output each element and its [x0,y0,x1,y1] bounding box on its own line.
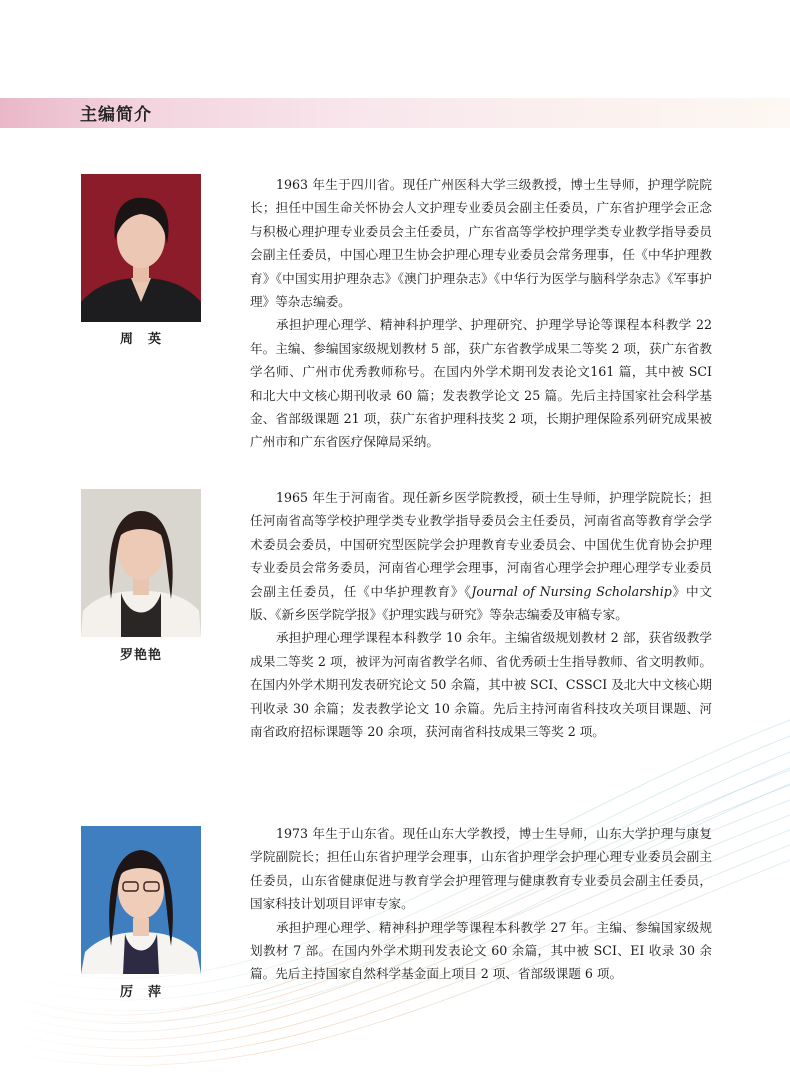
editor-3-name: 厉 萍 [119,985,162,1000]
editor-1-bio-paragraph: 1963 年生于四川省。现任广州医科大学三级教授，博士生导师，护理学院院长；担任中国生命关怀协会人文护理专业委员会副主任委员，广东省护理学会正念与积极心理护理专业委员会主任委员，广东省高等学校护理学类专业教学指导委员会副主任委员，中国心理卫生协会护理心理专业委员会常务理事，任《中华护理教育》《中国实用护理杂志》《澳门护理杂志》《中华行为医学与脑科学杂志》《军事护理》等杂志编委。 [250,177,712,310]
editor-2-bio-paragraph [250,486,712,626]
editor-3-photo [81,826,201,974]
editor-2-bio-text: 1965 年生于河南省。现任新乡医学院教授，硕士生导师，护理学院院长；担任河南省高等学校护理学类专业教学指导委员会主任委员，河南省高等教育学会学术委员会委员，中国研究型医院学会护理教育专业委员会、中国优生优育协会护理专业委员会常务委员，河南省心理学会理事，河南省心理学会护理心理学专业委员会副主任委员，任《中华护理教育》《 [250,490,712,599]
editor-1-bio-paragraph: 承担护理心理学、精神科护理学、护理研究、护理学导论等课程本科教学 22 年。主编、参编国家级规划教材 5 部，获广东省教学成果二等奖 2 项，获广东省教学名师、广州市优秀教师称号。在国内外学术期刊发表论文161 篇，其中被 SCI 和北大中文核心期刊收录 60 篇；发表教学论文 25 篇。先后主持国家社会科学基金、省部级课题 21 项，获广东省护理科技奖 2 项，长期护理保险系列研究成果被广州市和广东省医疗保障局采纳。 [250,317,712,450]
editor-3-bio-paragraph: 1973 年生于山东省。现任山东大学教授，博士生导师，山东大学护理与康复学院副院长；担任山东省护理学会理事，山东省护理学会护理心理专业委员会副主任委员，山东省健康促进与教育学会护理管理与健康教育专业委员会副主任委员，国家科技计划项目评审专家。 [250,826,712,912]
editor-2-bio [250,486,712,743]
editor-3-bio-paragraph: 承担护理心理学、精神科护理学等课程本科教学 27 年。主编、参编国家级规划教材 7 部。在国内外学术期刊发表论文 60 余篇，其中被 SCI、EI 收录 30 余篇。先后主持国家自然科学基金面上项目 2 项、省部级课题 6 项。 [250,919,712,982]
editor-1-photo [81,174,201,322]
editor-2-journal-title: Journal of Nursing Scholarship [471,583,672,599]
editor-1-bio [250,173,712,454]
editor-1-name: 周 英 [119,332,162,347]
section-title: 主编简介 [80,105,152,125]
editor-2-bio-paragraph: 承担护理心理学课程本科教学 10 余年。主编省级规划教材 2 部，获省级教学成果二等奖 2 项，被评为河南省教学名师、省优秀硕士生指导教师、省文明教师。在国内外学术期刊发表研究论文 50 余篇，其中被 SCI、CSSCI 及北大中文核心期刊收录 30 余篇；发表教学论文 10 余篇。先后主持河南省科技攻关项目课题、河南省政府招标课题等 20 余项，获河南省科技成果三等奖 2 项。 [250,630,712,740]
editor-2-name: 罗艳艳 [119,648,162,663]
editor-3-bio [250,822,712,986]
editor-2-photo [81,489,201,637]
editor-2-bio-text: 》中文版、《新乡医学院学报》《护理实践与研究》等杂志编委及审稿专家。 [250,583,713,623]
